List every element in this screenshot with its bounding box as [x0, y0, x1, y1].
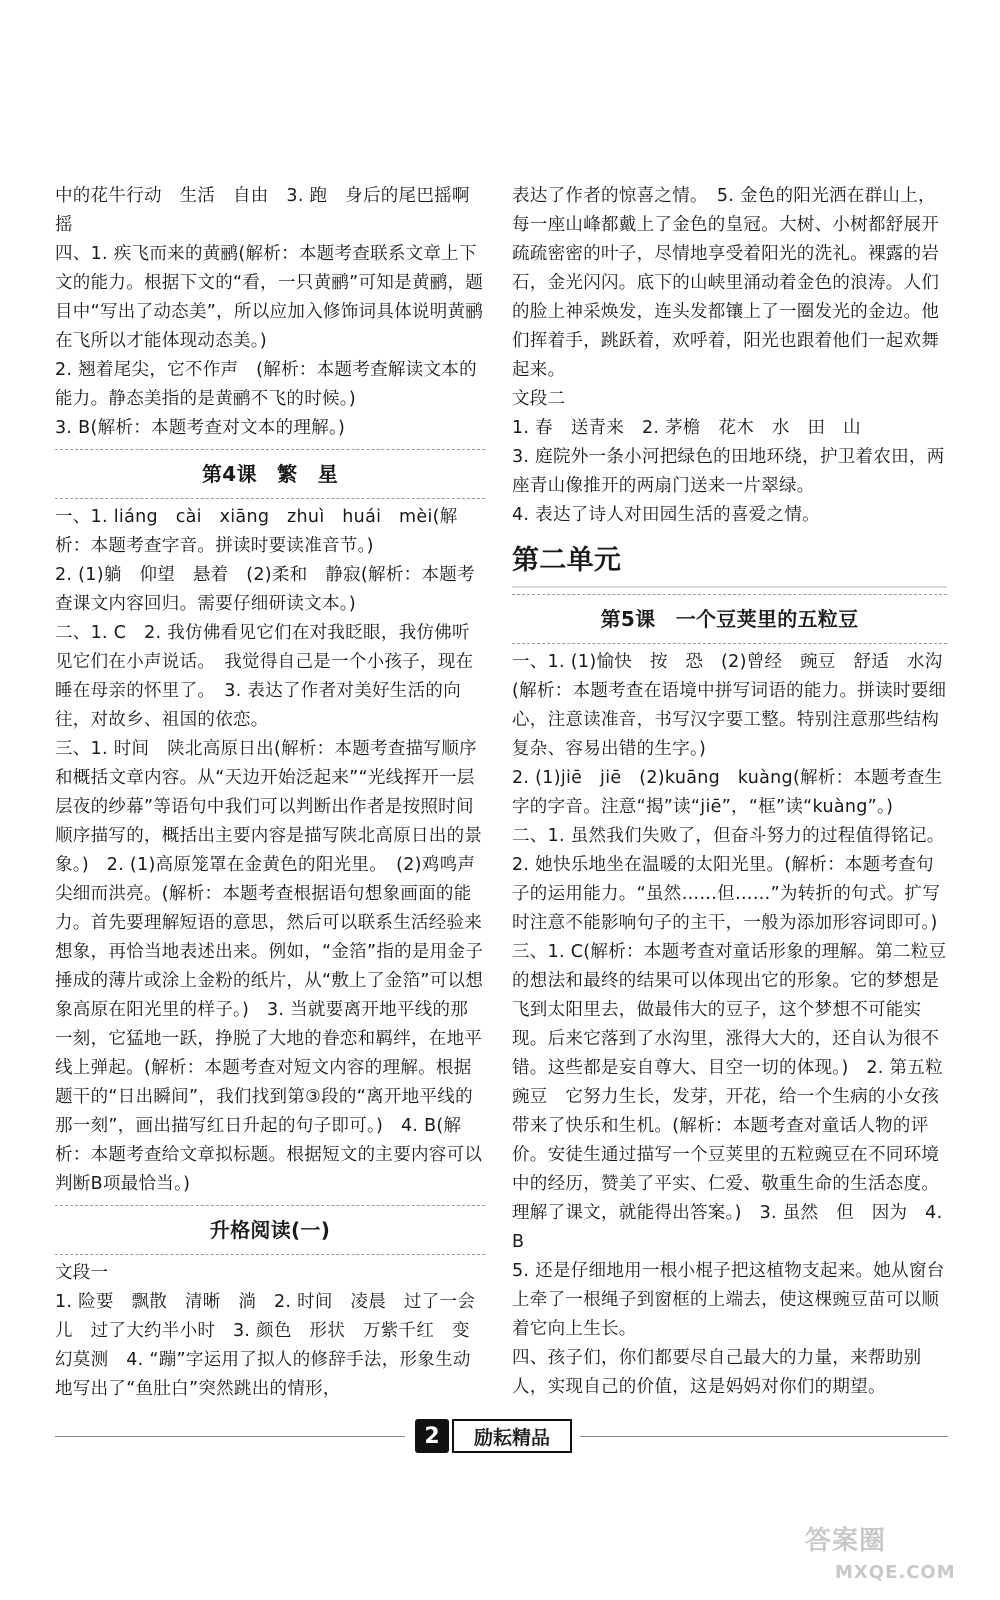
answer-paragraph: 5. 还是仔细地用一根小棍子把这植物支起来。她从窗台上牵了一根绳子到窗框的上端去，使这棵豌豆苗可以顺着它向上生长。 — [512, 1261, 945, 1339]
right-column — [512, 182, 954, 1402]
answer-paragraph: 三、1. C(解析：本题考查对童话形象的理解。第二粒豆的想法和最终的结果可以体现出它的形象。它的梦想是飞到太阳里去，做最伟大的豆子，这个梦想不可能实现。后来它落到了水沟里，涨得大大的，还自认为很不错。这些都是妄自尊大、目空一切的体现。) 2. 第五粒豌豆 它努力生长，发芽，开花，给一个生病的小女孩带来了快乐和生机。(解析：本题考查对童话人物的评价。安徒生通过描写一个豆荚里的五粒豌豆在不同环境中的经历，赞美了平实、仁爱、敬重生命的生活态度。理解了课文，就能得出答案。) 3. 虽然 但 因为 4. B — [512, 942, 947, 1252]
answer-paragraph: 2. (1)躺 仰望 悬着 (2)柔和 静寂(解析：本题考查课文内容回归。需要仔细研读文本。) — [55, 565, 475, 614]
lesson-heading: 升格阅读(一) — [209, 1218, 331, 1242]
answer-paragraph: 2. (1)jiē jiē (2)kuāng kuàng(解析：本题考查生字的字音。注意“揭”读“jiē”，“框”读“kuàng”。) — [512, 768, 943, 817]
answer-paragraph: 二、1. 虽然我们失败了，但奋斗努力的过程值得铭记。 2. 她快乐地坐在温暖的太阳光里。(解析：本题考查句子的运用能力。“虽然……但……”为转折的句式。扩写时注意不能影响句子的主干，一般为添加形容词即可。) — [512, 826, 954, 933]
answer-paragraph: 一、1. liáng cài xiāng zhuì huái mèi(解析：本题考查字音。拼读时要读准音节。) — [55, 507, 458, 556]
answer-paragraph: 3. 庭院外一条小河把绿色的田地环绕，护卫着农田，两座青山像推开的两扇门送来一片翠绿。 — [512, 447, 945, 496]
section-divider — [55, 1254, 485, 1255]
answer-paragraph: 一、1. (1)愉快 按 恐 (2)曾经 豌豆 舒适 水沟(解析：本题考查在语境中拼写词语的能力。拼读时要细心，注意读准音，书写汉字要工整。特别注意那些结构复杂、容易出错的生字。) — [512, 652, 947, 759]
brand-label: 励耘精品 — [452, 1419, 572, 1453]
footer-rule-left — [55, 1436, 405, 1437]
answer-paragraph: 表达了作者的惊喜之情。 5. 金色的阳光洒在群山上，每一座山峰都戴上了金色的皇冠。大树、小树都舒展开疏疏密密的叶子，尽情地享受着阳光的洗礼。裸露的岩石，金光闪闪。底下的山峡里涌动着金色的浪涛。人们的脸上神采焕发，连头发都镶上了一圈发光的金边。他们挥着手，跳跃着，欢呼着，阳光也跟着他们一起欢舞起来。 — [512, 186, 940, 380]
watermark-logo: 答案圈 — [805, 1526, 887, 1556]
answer-paragraph: 4. 表达了诗人对田园生活的喜爱之情。 — [512, 505, 820, 525]
answer-paragraph: 二、1. C 2. 我仿佛看见它们在对我眨眼，我仿佛听见它们在小声说话。 我觉得自己是一个小孩子，现在睡在母亲的怀里了。 3. 表达了作者对美好生活的向往，对故乡、祖国的依恋。 — [55, 623, 474, 730]
section-divider — [512, 594, 947, 595]
section-divider — [55, 449, 485, 450]
answer-paragraph: 文段一 — [55, 1263, 109, 1283]
answer-paragraph: 1. 春 送青来 2. 茅檐 花木 水 田 山 — [512, 418, 861, 438]
answer-paragraph: 中的花牛行动 生活 自由 3. 跑 身后的尾巴摇啊摇 — [55, 186, 470, 235]
answer-paragraph: 文段二 — [512, 389, 566, 409]
answer-paragraph: 1. 险要 飘散 清晰 淌 2. 时间 凌晨 过了一会儿 过了大约半小时 3. 颜色 形状 万紫千红 变幻莫测 4. “蹦”字运用了拟人的修辞手法，形象生动地写出了“鱼肚白”突然跳出的情形， — [55, 1292, 476, 1399]
section-divider — [55, 498, 485, 499]
section-divider — [55, 1205, 485, 1206]
footer-rule-right — [580, 1436, 948, 1437]
answer-paragraph: 2. 翘着尾尖，它不作声 (解析：本题考查解读文本的能力。静态美指的是黄鹂不飞的时候。) — [55, 360, 477, 409]
unit-heading: 第二单元 — [512, 545, 622, 576]
page-footer — [0, 1417, 1000, 1457]
left-column — [55, 182, 485, 1404]
answer-paragraph: 四、1. 疾飞而来的黄鹂(解析：本题考查联系文章上下文的能力。根据下文的“看，一只黄鹂”可知是黄鹂，题目中“写出了动态美”，所以应加入修饰词具体说明黄鹂在飞所以才能体现动态美。) — [55, 244, 484, 351]
unit-underline — [512, 586, 947, 588]
answer-paragraph: 3. B(解析：本题考查对文本的理解。) — [55, 418, 346, 438]
watermark-url: MXQE.COM — [835, 1562, 956, 1583]
answer-paragraph: 三、1. 时间 陕北高原日出(解析：本题考查描写顺序和概括文章内容。从“天边开始泛起来”“光线挥开一层层夜的纱幕”等语句中我们可以判断出作者是按照时间顺序描写的，概括出主要内容是描写陕北高原日出的景象。) 2. (1)高原笼罩在金黄色的阳光里。 (2)鸡鸣声尖细而洪亮。(解析：本题考查根据语句想象画面的能力。首先要理解短语的意思，然后可以联系生活经验来想象，再恰当地表述出来。例如，“金箔”指的是用金子捶成的薄片或涂上金粉的纸片，从“敷上了金箔”可以想象高原在阳光里的样子。) 3. 当就要离开地平线的那一刻，它猛地一跃，挣脱了大地的眷恋和羁绊，在地平线上弹起。(解析：本题考查对短文内容的理解。根据题干的“日出瞬间”，我们找到第③段的“离开地平线的那一刻”，画出描写红日升起的句子即可。) 4. B(解析：本题考查给文章拟标题。根据短文的主要内容可以判断B项最恰当。) — [55, 739, 484, 1194]
page-number: 2 — [415, 1419, 449, 1453]
answer-paragraph: 四、孩子们，你们都要尽自己最大的力量，来帮助别人，实现自己的价值，这是妈妈对你们的期望。 — [512, 1348, 922, 1397]
lesson-heading: 第4课 繁 星 — [201, 462, 339, 486]
section-divider — [512, 643, 947, 644]
lesson-heading: 第5课 一个豆荚里的五粒豆 — [600, 607, 859, 631]
